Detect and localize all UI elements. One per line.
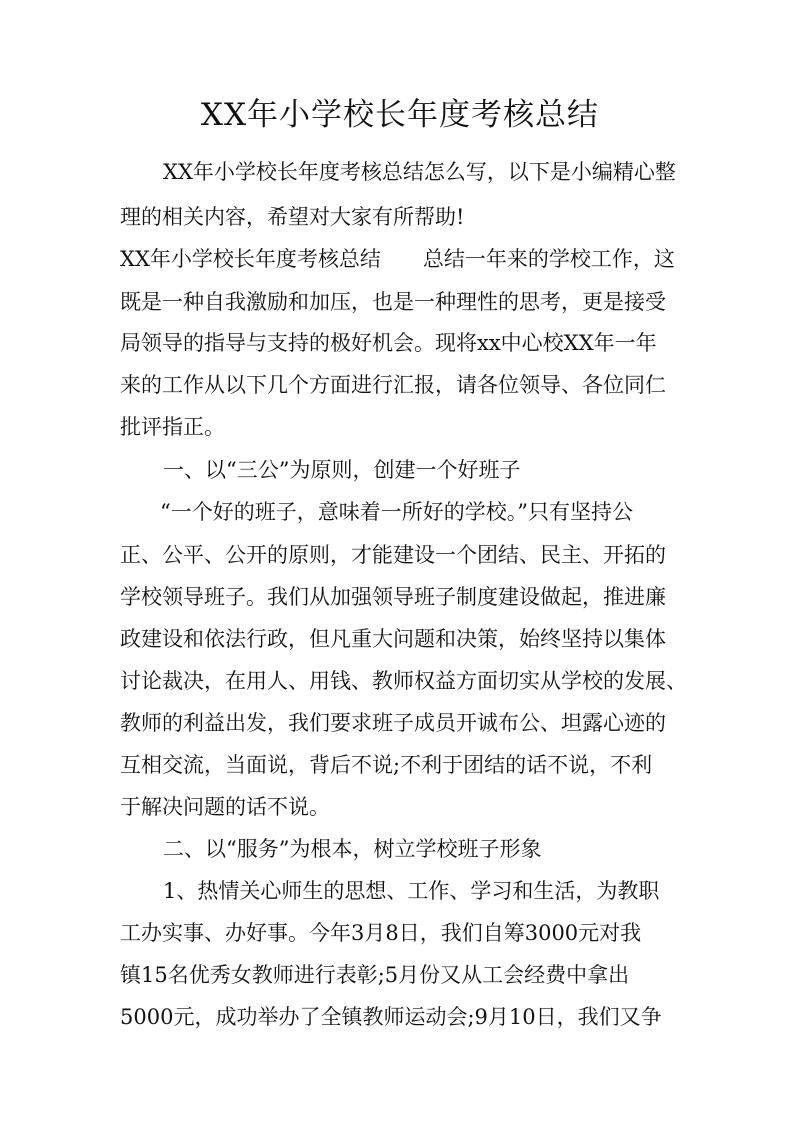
paragraph-line: 5000元，成功举办了全镇教师运动会;9月10日，我们又争 — [120, 1005, 662, 1029]
paragraph-line: 来的工作从以下几个方面进行汇报，请各位领导、各位同仁 — [120, 373, 666, 397]
section-heading: 二、以“服务”为根本，树立学校班子形象 — [163, 837, 542, 861]
paragraph-line: “一个好的班子，意味着一所好的学校。”只有坚持公 — [160, 500, 633, 524]
paragraph-line: 于解决问题的话不说。 — [120, 795, 330, 819]
paragraph-line: 镇15名优秀女教师进行表彰;5月份又从工会经费中拿出 — [120, 963, 630, 987]
paragraph-line: XX年小学校长年度考核总结 总结一年来的学校工作，这 — [120, 247, 675, 271]
paragraph-line: 政建设和依法行政，但凡重大问题和决策，始终坚持以集体 — [120, 627, 666, 651]
paragraph-line: 1、热情关心师生的思想、工作、学习和生活，为教职 — [163, 879, 660, 903]
document-title: XX年小学校长年度考核总结 — [200, 97, 600, 133]
paragraph-line: 既是一种自我激励和加压，也是一种理性的思考，更是接受 — [120, 290, 666, 314]
paragraph-line: 局领导的指导与支持的极好机会。现将xx中心校XX年一年 — [120, 331, 657, 355]
paragraph-line: 教师的利益出发，我们要求班子成员开诚布公、坦露心迹的 — [120, 711, 666, 735]
paragraph-line: 工办实事、办好事。今年3月8日，我们自筹3000元对我 — [120, 921, 642, 945]
section-heading: 一、以“三公”为原则，创建一个好班子 — [163, 458, 521, 482]
paragraph-line: 正、公平、公开的原则，才能建设一个团结、民主、开拓的 — [120, 543, 666, 567]
paragraph-line: 学校领导班子。我们从加强领导班子制度建设做起，推进廉 — [120, 585, 666, 609]
paragraph-line: 理的相关内容，希望对大家有所帮助! — [120, 205, 465, 229]
paragraph-line: 批评指正。 — [120, 415, 225, 439]
paragraph-line: 互相交流，当面说，背后不说;不利于团结的话不说，不利 — [120, 753, 653, 777]
paragraph-line: XX年小学校长年度考核总结怎么写，以下是小编精心整 — [163, 160, 676, 184]
paragraph-line: 讨论裁决，在用人、用钱、教师权益方面切实从学校的发展、 — [120, 669, 687, 693]
